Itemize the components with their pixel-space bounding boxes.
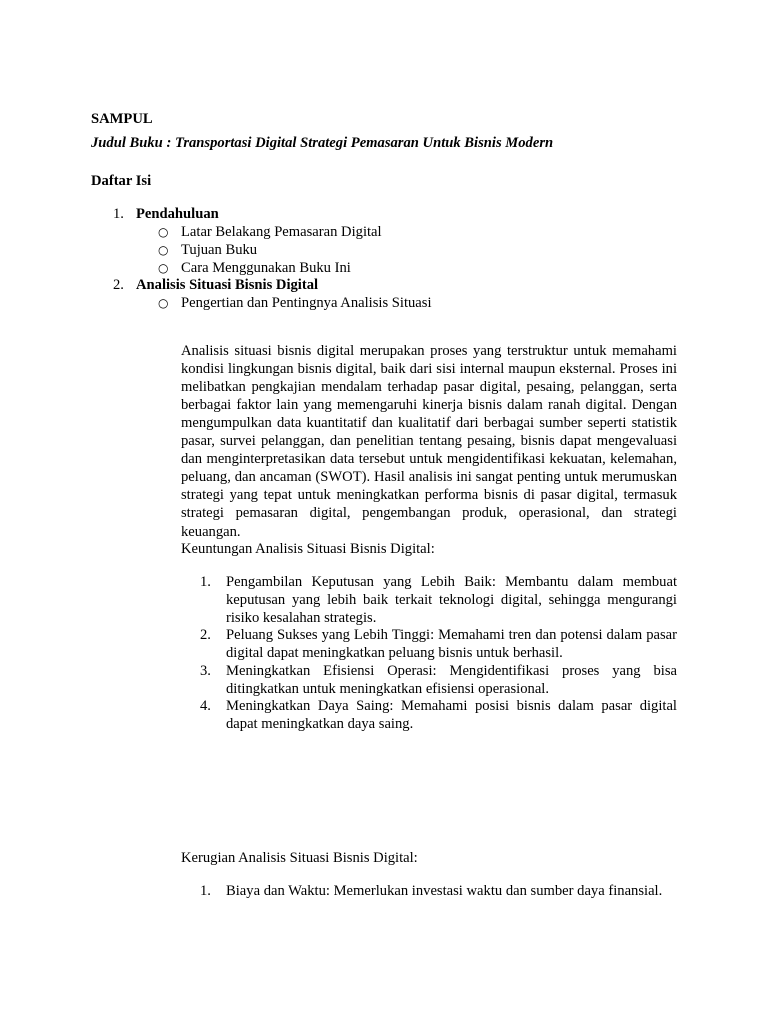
bullet-icon: ○ [158,296,169,310]
disadvantage-text: Biaya dan Waktu: Memerlukan investasi waktu dan sumber daya finansial. [226,883,663,899]
disadvantages-heading: Kerugian Analisis Situasi Bisnis Digital: [181,850,418,866]
advantage-num: 2. [200,627,211,643]
toc-section-2-title: Analisis Situasi Bisnis Digital [136,277,319,293]
toc-section-1-num: 1. [113,206,124,222]
toc-section-1-title: Pendahuluan [136,206,219,222]
intro-paragraph: Analisis situasi bisnis digital merupakan proses yang terstruktur untuk memahami kondisi lingkungan bisnis digital, baik dari sisi internal maupun eksternal. Proses ini melibatkan pengkajian mendalam terhadap pasar digital, pesaing, pelanggan, serta berbagai faktor lain yang memengaruhi kinerja bisnis dalam ranah digital. Dengan mengumpulkan data kuantitatif dan kualitatif dari berbagai sumber seperti statistik pasar, survei pelanggan, dan penelitian tentang pesaing, bisnis dapat mengevaluasi dan menginterpretasikan data tersebut untuk mengidentifikasi kekuatan, kelemahan, peluang, dan ancaman (SWOT). Hasil analisis ini sangat penting untuk merumuskan strategi yang tepat untuk meningkatkan performa bisnis di pasar digital, termasuk strategi pemasaran digital, pengembangan produk, operasional, dan strategi keuangan. [181,342,677,540]
advantage-text: Meningkatkan Efisiensi Operasi: Mengidentifikasi proses yang bisa ditingkatkan untuk meningkatkan efisiensi operasional. [226,663,677,698]
advantage-item [200,662,677,698]
toc-section-2-num: 2. [113,277,124,293]
advantage-item [200,573,677,627]
advantage-text: Peluang Sukses yang Lebih Tinggi: Memahami tren dan potensi dalam pasar digital dapat meningkatkan peluang bisnis untuk berhasil. [226,627,677,662]
bullet-icon: ○ [158,261,169,275]
disadvantage-num: 1. [200,883,211,899]
bullet-icon: ○ [158,225,169,239]
advantage-item [200,626,677,662]
bullet-icon: ○ [158,243,169,257]
advantage-text: Pengambilan Keputusan yang Lebih Baik: Membantu dalam membuat keputusan yang lebih baik terkait teknologi digital, sehingga mengurangi risiko kesalahan strategis. [226,574,677,627]
advantage-item [200,697,677,733]
toc-heading: Daftar Isi [91,173,152,189]
advantage-text: Meningkatkan Daya Saing: Memahami posisi bisnis dalam pasar digital dapat meningkatkan daya saing. [226,698,677,733]
toc-item: Cara Menggunakan Buku Ini [181,260,351,276]
toc-item: Tujuan Buku [181,242,258,258]
advantage-num: 4. [200,698,211,714]
advantage-num: 1. [200,574,211,590]
advantages-heading: Keuntungan Analisis Situasi Bisnis Digital: [181,541,435,557]
disadvantage-item [200,882,677,900]
toc-item: Pengertian dan Pentingnya Analisis Situasi [181,295,432,311]
advantage-num: 3. [200,663,211,679]
toc-item: Latar Belakang Pemasaran Digital [181,224,382,240]
book-title: Judul Buku : Transportasi Digital Strategi Pemasaran Untuk Bisnis Modern [91,135,554,151]
cover-heading: SAMPUL [91,111,153,127]
